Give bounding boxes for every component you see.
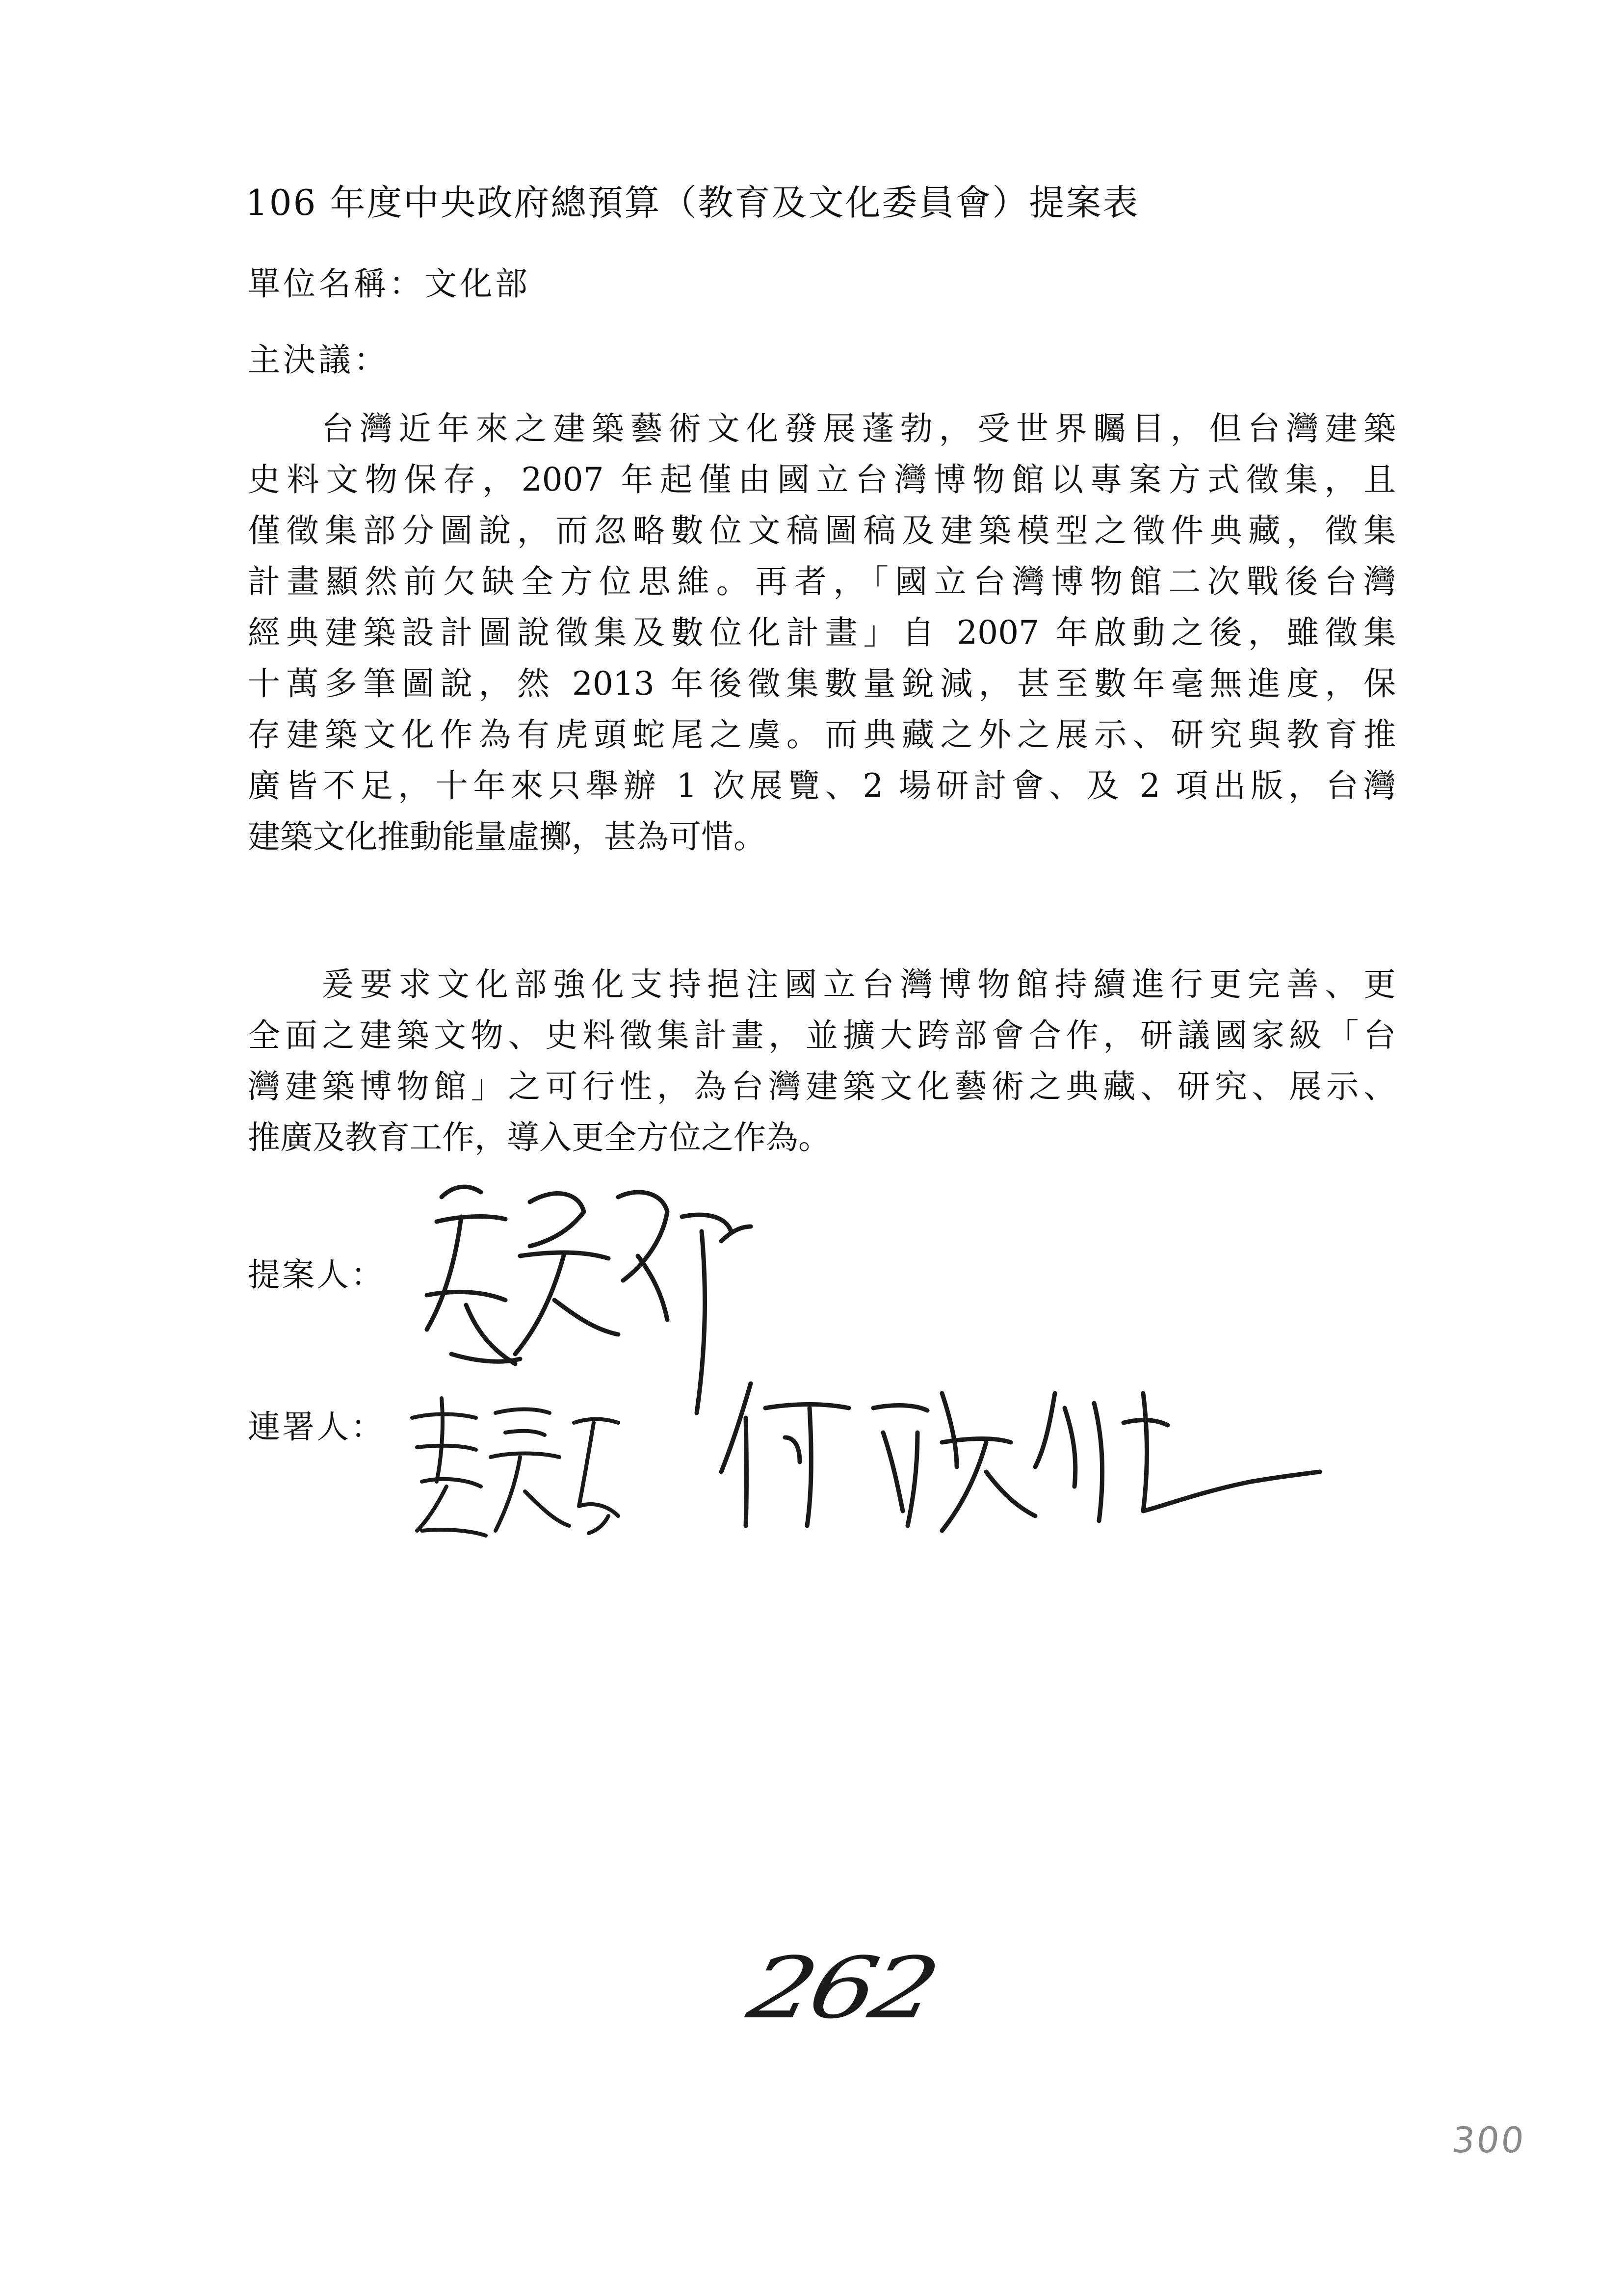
pencil-sheet-number — [1452, 2119, 1560, 2178]
paragraph-line: 十萬多筆圖說，然 2013 年後徵集數量銳減，甚至數年毫無進度，保 — [248, 665, 1396, 703]
cosigner-signature-1 — [402, 1383, 638, 1545]
handwritten-page-number-text: 262 — [740, 1939, 943, 2037]
paragraph-line: 計畫顯然前欠缺全方位思維。再者，「國立台灣博物館二次戰後台灣 — [248, 563, 1396, 600]
document-title: 106 年度中央政府總預算（教育及文化委員會）提案表 — [245, 182, 1140, 223]
paragraph-line: 史料文物保存，2007 年起僅由國立台灣博物館以專案方式徵集，且 — [248, 461, 1396, 498]
proposer-label: 提案人： — [248, 1256, 385, 1294]
resolution-paragraph-2 — [248, 959, 1396, 1163]
paragraph-line: 僅徵集部分圖說，而忽略數位文稿圖稿及建築模型之徵件典藏，徵集 — [248, 512, 1396, 549]
paragraph-line: 灣建築博物館」之可行性，為台灣建築文化藝術之典藏、研究、展示、 — [248, 1068, 1396, 1105]
paragraph-line: 廣皆不足，十年來只舉辦 1 次展覽、2 場研討會、及 2 項出版，台灣 — [248, 767, 1396, 805]
paragraph-line: 經典建築設計圖說徵集及數位化計畫」自 2007 年啟動之後，雖徵集 — [248, 614, 1396, 652]
paragraph-line: 推廣及教育工作，導入更全方位之作為。 — [248, 1119, 831, 1156]
cosigner-label: 連署人： — [248, 1408, 385, 1446]
paragraph-line: 存建築文化作為有虎頭蛇尾之虞。而典藏之外之展示、研究與教育推 — [248, 716, 1396, 754]
paragraph-line: 建築文化推動能量虛擲，甚為可惜。 — [248, 818, 766, 856]
paragraph-line: 爰要求文化部強化支持挹注國立台灣博物館持續進行更完善、更 — [321, 965, 1396, 1003]
resolution-paragraph-1 — [248, 403, 1396, 862]
unit-name-line: 單位名稱：文化部 — [248, 265, 530, 303]
handwritten-page-number — [741, 1928, 1045, 2046]
paragraph-line: 台灣近年來之建築藝術文化發展蓬勃，受世界矚目，但台灣建築 — [321, 410, 1396, 447]
main-resolution-label: 主決議： — [248, 341, 389, 379]
paragraph-line: 全面之建築文物、史料徵集計畫，並擴大跨部會合作，研議國家級「台 — [248, 1017, 1396, 1054]
pencil-sheet-number-text: 300 — [1450, 2119, 1528, 2161]
cosigner-signature-2 — [711, 1364, 1325, 1550]
